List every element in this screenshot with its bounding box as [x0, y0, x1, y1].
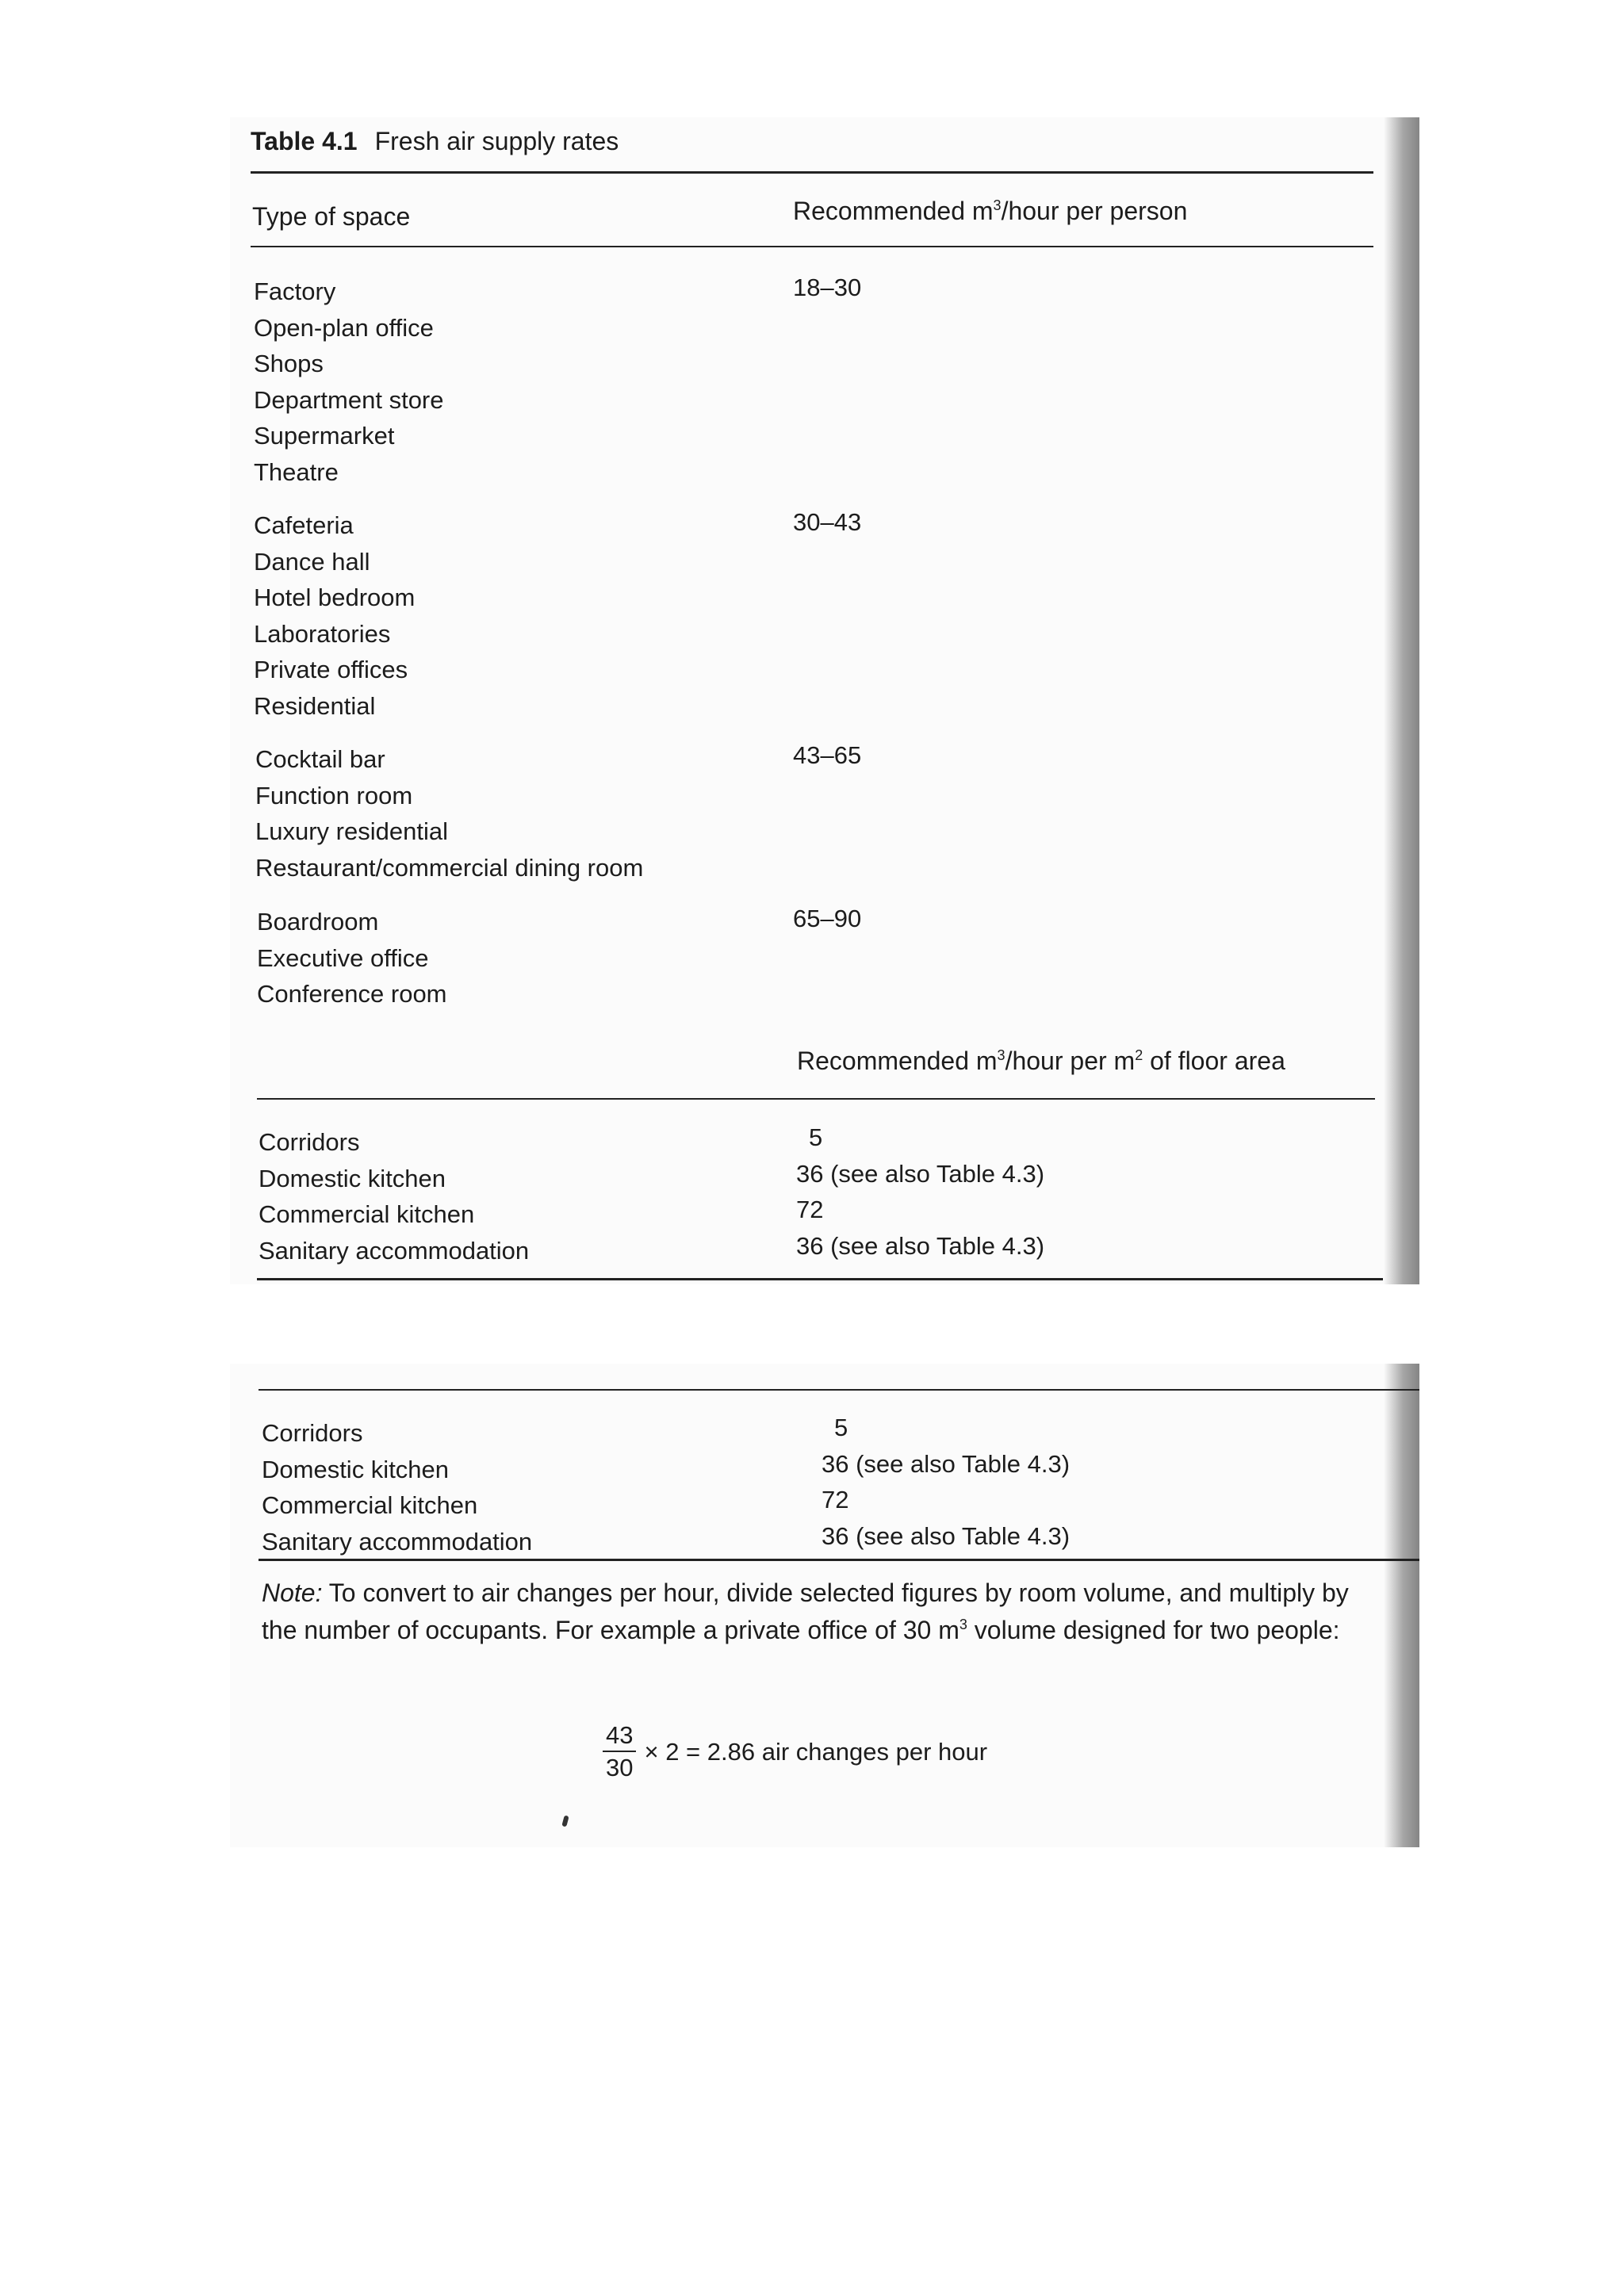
rate-value: 36 (see also Table 4.3) [822, 1521, 1071, 1550]
space-name: Theatre [254, 457, 339, 486]
fraction [603, 1720, 636, 1784]
space-name: Sanitary accommodation [262, 1527, 533, 1556]
lower-top-rule [259, 1389, 1419, 1391]
space-group-4 [257, 904, 447, 1012]
space-name: Commercial kitchen [262, 1491, 478, 1519]
rate-value: 5 [809, 1123, 823, 1151]
space-name: Supermarket [254, 422, 395, 450]
space-group-2 [254, 507, 415, 724]
rate-value: 36 (see also Table 4.3) [796, 1231, 1045, 1260]
top-rule [251, 171, 1373, 174]
rate-value: 5 [834, 1414, 848, 1441]
rate-group-2: 30–43 [793, 508, 862, 536]
area-header: Recommended $m^3$/hour per $m^2$ of floor area [797, 1047, 1285, 1075]
col2-header: Recommended $m^3$/hour per person [793, 197, 1188, 225]
space-name: Hotel bedroom [254, 584, 416, 611]
space-name: Private offices [254, 656, 408, 683]
lower-bottom-rule [259, 1559, 1419, 1561]
space-name: Luxury residential [255, 817, 448, 845]
space-name: Domestic kitchen [259, 1164, 446, 1192]
space-name: Conference room [257, 980, 447, 1008]
space-name: Cocktail bar [255, 745, 385, 773]
space-name: Factory [254, 277, 336, 305]
space-name: Laboratories [254, 619, 391, 648]
space-group-1 [254, 274, 444, 490]
space-name: Domestic kitchen [262, 1455, 450, 1483]
table-caption [251, 127, 619, 156]
area-spaces [259, 1124, 529, 1269]
rate-value: 72 [822, 1486, 849, 1513]
area-rule [257, 1098, 1375, 1100]
lower-area-rates [822, 1410, 1070, 1554]
table-title: Fresh air supply rates [374, 127, 619, 155]
lower-area-spaces [262, 1415, 532, 1559]
fraction-denominator: 30 [606, 1754, 634, 1781]
col1-header: Type of space [252, 202, 411, 231]
example-formula [603, 1720, 987, 1784]
space-name: Restaurant/commercial dining room [255, 853, 644, 882]
space-name: Dance hall [254, 547, 370, 576]
bottom-rule [257, 1278, 1383, 1280]
rate-group-3: 43–65 [793, 741, 862, 769]
note-label: Note: [262, 1578, 323, 1607]
space-name: Corridors [259, 1128, 360, 1156]
space-name: Residential [254, 691, 376, 720]
space-name: Commercial kitchen [259, 1200, 475, 1228]
rate-group-4: 65–90 [793, 905, 862, 932]
binding-shadow-lower [1384, 1364, 1419, 1847]
header-rule [251, 246, 1373, 247]
space-name: Sanitary accommodation [259, 1236, 530, 1265]
space-name: Cafeteria [254, 511, 354, 539]
space-name: Open-plan office [254, 313, 434, 342]
space-name: Function room [255, 781, 413, 809]
space-name: Executive office [257, 943, 429, 972]
space-name: Shops [254, 350, 324, 377]
rate-value: 36 (see also Table 4.3) [822, 1449, 1071, 1478]
table-label: Table 4.1 [251, 127, 358, 155]
fraction-numerator: 43 [603, 1720, 636, 1752]
table-note: Note: To convert to air changes per hour, divide selected figures by room volume, and multiply by the number of occupants. For example a private office of 30 $m^3$ volume designed for two people: [262, 1578, 1349, 1644]
space-name: Corridors [262, 1419, 363, 1447]
area-rates [796, 1119, 1044, 1264]
formula-result: × 2 = 2.86 air changes per hour [644, 1738, 988, 1766]
rate-value: 72 [796, 1196, 824, 1223]
rate-value: 36 (see also Table 4.3) [796, 1159, 1045, 1188]
space-group-3 [255, 741, 643, 886]
rate-group-1: 18–30 [793, 274, 862, 301]
space-name: Department store [254, 385, 444, 414]
binding-shadow [1384, 117, 1419, 1284]
space-name: Boardroom [257, 908, 379, 936]
